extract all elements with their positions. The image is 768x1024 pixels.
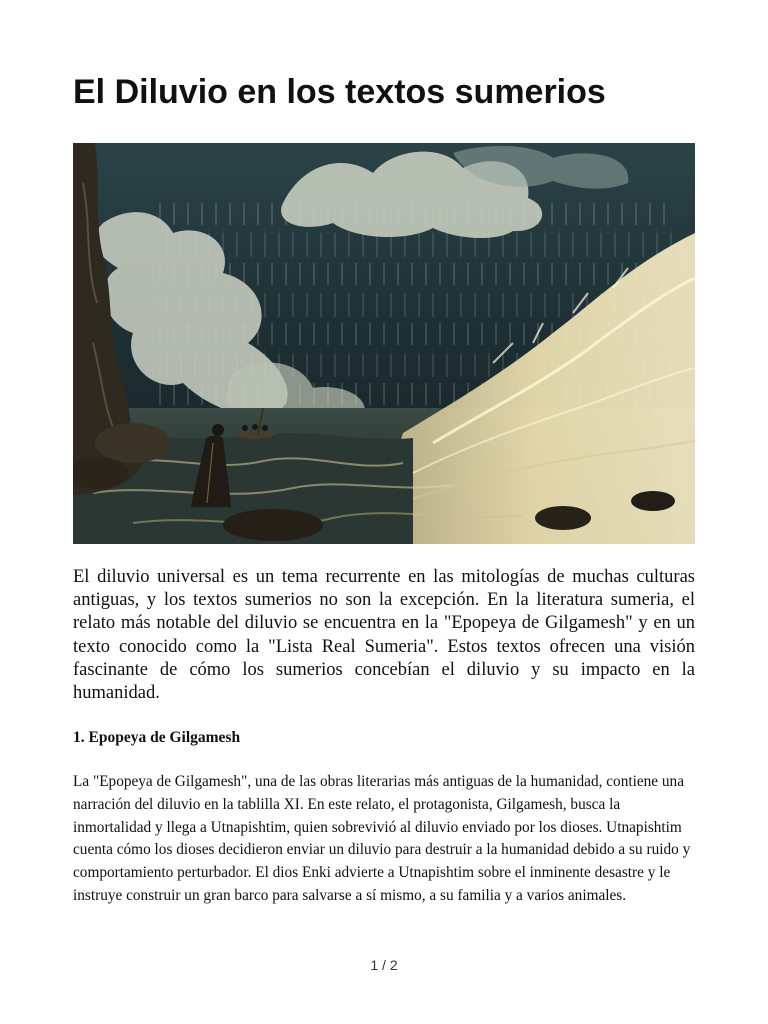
page-number: 1 / 2 [370,957,398,973]
intro-paragraph: El diluvio universal es un tema recurrente en las mitologías de muchas culturas antiguas, y los textos sumerios no son la excepción. En la literatura sumeria, el relato más notable del diluvio se encuentra en la "Epopeya de Gilgamesh" y en un texto conocido como la "Lista Real Sumeria". Estos textos ofrecen una visión fascinante de cómo los sumerios concebían el diluvio y su impacto en la humanidad. [73,567,695,704]
section-paragraph-gilgamesh: La "Epopeya de Gilgamesh", una de las obras literarias más antiguas de la humanidad, contiene una narración del diluvio en la tablilla XI. En este relato, el protagonista, Gilgamesh, busca la inmortalidad y llega a Utnapishtim, quien sobrevivió al diluvio enviado por los dioses. Utnapishtim cuenta cómo los dioses decidieron enviar un diluvio para destruir a la humanidad debido a su ruido y comportamiento perturbador. El dios Enki advierte a Utnapishtim sobre el inminente desastre y le instruye construir un gran barco para salvarse a sí mismo, a su familia y a varios animales. [73,773,691,904]
flood-illustration [73,143,695,544]
flood-illustration-icon [73,143,695,544]
page-title: El Diluvio en los textos sumerios [73,73,606,111]
section-heading-gilgamesh: 1. Epopeya de Gilgamesh [73,729,241,746]
